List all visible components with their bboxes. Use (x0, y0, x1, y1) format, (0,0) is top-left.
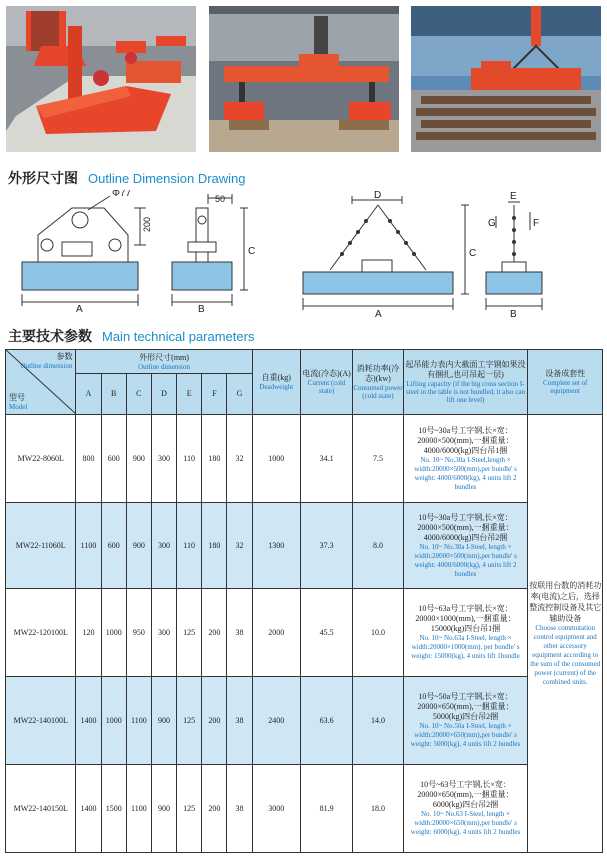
drawing-b-label-2: B (510, 309, 517, 320)
header-dim-cn: 外形尺寸(mm) (139, 352, 189, 362)
photo-strip (6, 6, 601, 152)
cell-current: 45.5 (300, 589, 352, 677)
outline-title (8, 168, 246, 188)
cell-b: 1000 (101, 589, 126, 677)
cell-g: 32 (227, 503, 252, 589)
cell-model: MW22-8060L (6, 415, 76, 503)
lift-en: No. 10~ No.30a I-Steel, length × width:20000×500(mm),per bundle' s weight: 4000/6000(kg), 4 units lift 2 bundles (414, 542, 517, 578)
drawing-dim-label-200: 200 (142, 216, 152, 232)
cell-a: 1400 (76, 765, 101, 853)
header-power-en: Consumed power (cold state) (353, 384, 403, 400)
drawing-phi-label: Φ77 (112, 190, 132, 199)
spec-table (5, 349, 603, 853)
cell-c: 1100 (126, 677, 151, 765)
photo-lifting-magnet-2 (209, 6, 399, 152)
cell-a: 800 (76, 415, 101, 503)
cell-lift (403, 589, 528, 677)
cell-weight: 1300 (252, 503, 300, 589)
drawing-b-label-1: B (198, 304, 205, 315)
main-title-en: Main technical parameters (102, 329, 255, 344)
cell-b: 1000 (101, 677, 126, 765)
cell-power: 18.0 (353, 765, 403, 853)
header-param-model (6, 350, 76, 415)
cell-e: 125 (177, 765, 202, 853)
header-equip-en: Complete set of equipment (543, 379, 588, 395)
cell-lift (403, 765, 528, 853)
header-current-en: Current (cold state) (307, 379, 346, 395)
drawing-chain-front-view (303, 196, 469, 310)
col-d: D (151, 374, 176, 415)
drawing-d-label: D (374, 190, 382, 201)
cell-power: 14.0 (353, 677, 403, 765)
cell-lift (403, 415, 528, 503)
equip-cn: 按联用台数的消耗功率(电流)之后，选择整流控制设备及其它辅助设备 (529, 581, 602, 623)
header-lift-en: Lifting capacity (if the big cross section I-steel in the table is not bundled, it also can lift one level) (406, 380, 525, 404)
col-e: E (177, 374, 202, 415)
cell-power: 10.0 (353, 589, 403, 677)
table-header-row-1 (6, 350, 603, 374)
cell-weight: 2000 (252, 589, 300, 677)
lift-en: No. 10~ No.63 I-Steel, length × width:20000×650(mm),per bundle' s weight: 6000(kg), 4 units lift 2 bundles (410, 810, 521, 836)
cell-f: 200 (202, 589, 227, 677)
header-weight-en: Deadweight (259, 383, 294, 391)
cell-f: 200 (202, 765, 227, 853)
header-weight (252, 350, 300, 415)
cell-a: 120 (76, 589, 101, 677)
cell-e: 110 (177, 415, 202, 503)
main-title (8, 326, 254, 346)
cell-c: 900 (126, 415, 151, 503)
cell-b: 600 (101, 415, 126, 503)
equip-en: Choose commutation control equipment and other accessory equipment according to the sum of the consumed power (current) of the combined units. (530, 624, 601, 686)
cell-d: 300 (151, 415, 176, 503)
cell-d: 900 (151, 765, 176, 853)
lift-cn: 10号~50a号工字钢,长×宽：20000×650(mm),一捆重量：5000(kg)四台吊2捆 (417, 692, 514, 721)
cell-power: 8.0 (353, 503, 403, 589)
cell-e: 125 (177, 589, 202, 677)
drawing-c-label-2: C (469, 248, 477, 259)
cell-c: 1100 (126, 765, 151, 853)
cell-g: 38 (227, 765, 252, 853)
lift-en: No. 10~ No.30a I-Steel,length × width:20000×500(mm),per bundle' s weight: 4000/6000(kg), 4 units lift 2 bundles (414, 455, 517, 491)
cell-lift (403, 677, 528, 765)
header-param-cn: 参数 (56, 352, 73, 361)
cell-e: 110 (177, 503, 202, 589)
header-dim-en: Outline dimension (138, 362, 190, 371)
col-g: G (227, 374, 252, 415)
header-current-cn: 电流(冷态)(A) (302, 369, 351, 378)
cell-d: 300 (151, 503, 176, 589)
lift-en: No. 10~ No.50a I-Steel, length × width:20000×650(mm),per bundle' s weight: 5000(kg), 4 units lift 2 bundles (410, 722, 521, 748)
col-c: C (126, 374, 151, 415)
outline-title-en: Outline Dimension Drawing (88, 171, 246, 186)
lift-cn: 10号~63a号工字钢,长×宽：20000×1000(mm),一捆重量：15000(kg)四台吊1捆 (415, 604, 516, 633)
cell-model: MW22-120100L (6, 589, 76, 677)
cell-model: MW22-140150L (6, 765, 76, 853)
header-equip-cn: 设备成套性 (545, 369, 586, 378)
header-model-en: Model (9, 403, 28, 411)
photo-lifting-magnet-3 (411, 6, 601, 152)
col-f: F (202, 374, 227, 415)
lift-cn: 10号~30a号工字钢,长×宽：20000×500(mm),一捆重量：4000/6000(kg)四台吊2捆 (417, 512, 514, 542)
drawing-chain-links (340, 219, 416, 256)
cell-lift (403, 503, 528, 589)
cell-g: 32 (227, 415, 252, 503)
outline-title-cn: 外形尺寸图 (8, 171, 78, 187)
cell-power: 7.5 (353, 415, 403, 503)
cell-equip (528, 415, 603, 853)
table-row (6, 503, 603, 589)
cell-a: 1400 (76, 677, 101, 765)
header-model-cn: 型号 (9, 393, 25, 402)
header-lift (403, 350, 528, 415)
cell-weight: 1000 (252, 415, 300, 503)
drawing-c-label-1: C (248, 246, 256, 257)
cell-c: 900 (126, 503, 151, 589)
header-param-en: Outline dimension (20, 362, 73, 370)
cell-weight: 3000 (252, 765, 300, 853)
cell-f: 200 (202, 677, 227, 765)
drawing-a-label-2: A (375, 309, 382, 320)
cell-current: 34.1 (300, 415, 352, 503)
header-power (353, 350, 403, 415)
drawing-a-label-1: A (76, 304, 83, 315)
table-row (6, 677, 603, 765)
cell-g: 38 (227, 677, 252, 765)
lift-en: No. 10~ No.63a I-Steel, length × width:20000×1000(mm), per bundle' s weight: 15000(kg), 4 units lift 1bundle (411, 634, 520, 660)
cell-b: 1500 (101, 765, 126, 853)
header-weight-cn: 自重(kg) (261, 373, 291, 382)
header-lift-cn: 起吊能力表内大截面工字钢如果没有捆扎,也可吊起一层) (405, 360, 526, 379)
cell-current: 37.3 (300, 503, 352, 589)
header-current (300, 350, 352, 415)
cell-c: 950 (126, 589, 151, 677)
drawing-front-view (22, 196, 146, 306)
cell-d: 300 (151, 589, 176, 677)
cell-f: 180 (202, 503, 227, 589)
lift-cn: 10号~63号工字钢,长×宽：20000×650(mm),一捆重量：6000(kg)四台吊2捆 (417, 780, 514, 809)
cell-e: 125 (177, 677, 202, 765)
header-power-cn: 消耗功率(冷态)(kw) (356, 364, 400, 383)
drawing-dim-label-50: 50 (215, 194, 226, 204)
table-row (6, 765, 603, 853)
main-title-cn: 主要技术参数 (8, 329, 92, 345)
cell-g: 38 (227, 589, 252, 677)
cell-current: 81.9 (300, 765, 352, 853)
cell-f: 180 (202, 415, 227, 503)
col-a: A (76, 374, 101, 415)
cell-weight: 2400 (252, 677, 300, 765)
drawing-g-label: G (488, 218, 496, 229)
photo-lifting-magnet-1 (6, 6, 196, 152)
header-dimension (76, 350, 252, 374)
cell-model: MW22-11060L (6, 503, 76, 589)
cell-model: MW22-140100L (6, 677, 76, 765)
table-row (6, 589, 603, 677)
header-equip (528, 350, 603, 415)
cell-d: 900 (151, 677, 176, 765)
outline-drawings (0, 190, 607, 320)
drawing-side-view (172, 194, 248, 306)
lift-cn: 10号~30a号工字钢,长×宽：20000×500(mm),一捆重量：4000/6000(kg)四台吊1捆 (417, 425, 514, 455)
cell-current: 63.6 (300, 677, 352, 765)
drawing-f-label: F (533, 218, 540, 229)
dimension-drawing-svg (0, 190, 607, 320)
cell-b: 600 (101, 503, 126, 589)
drawing-e-label: E (510, 191, 517, 202)
cell-a: 1100 (76, 503, 101, 589)
col-b: B (101, 374, 126, 415)
table-row (6, 415, 603, 503)
